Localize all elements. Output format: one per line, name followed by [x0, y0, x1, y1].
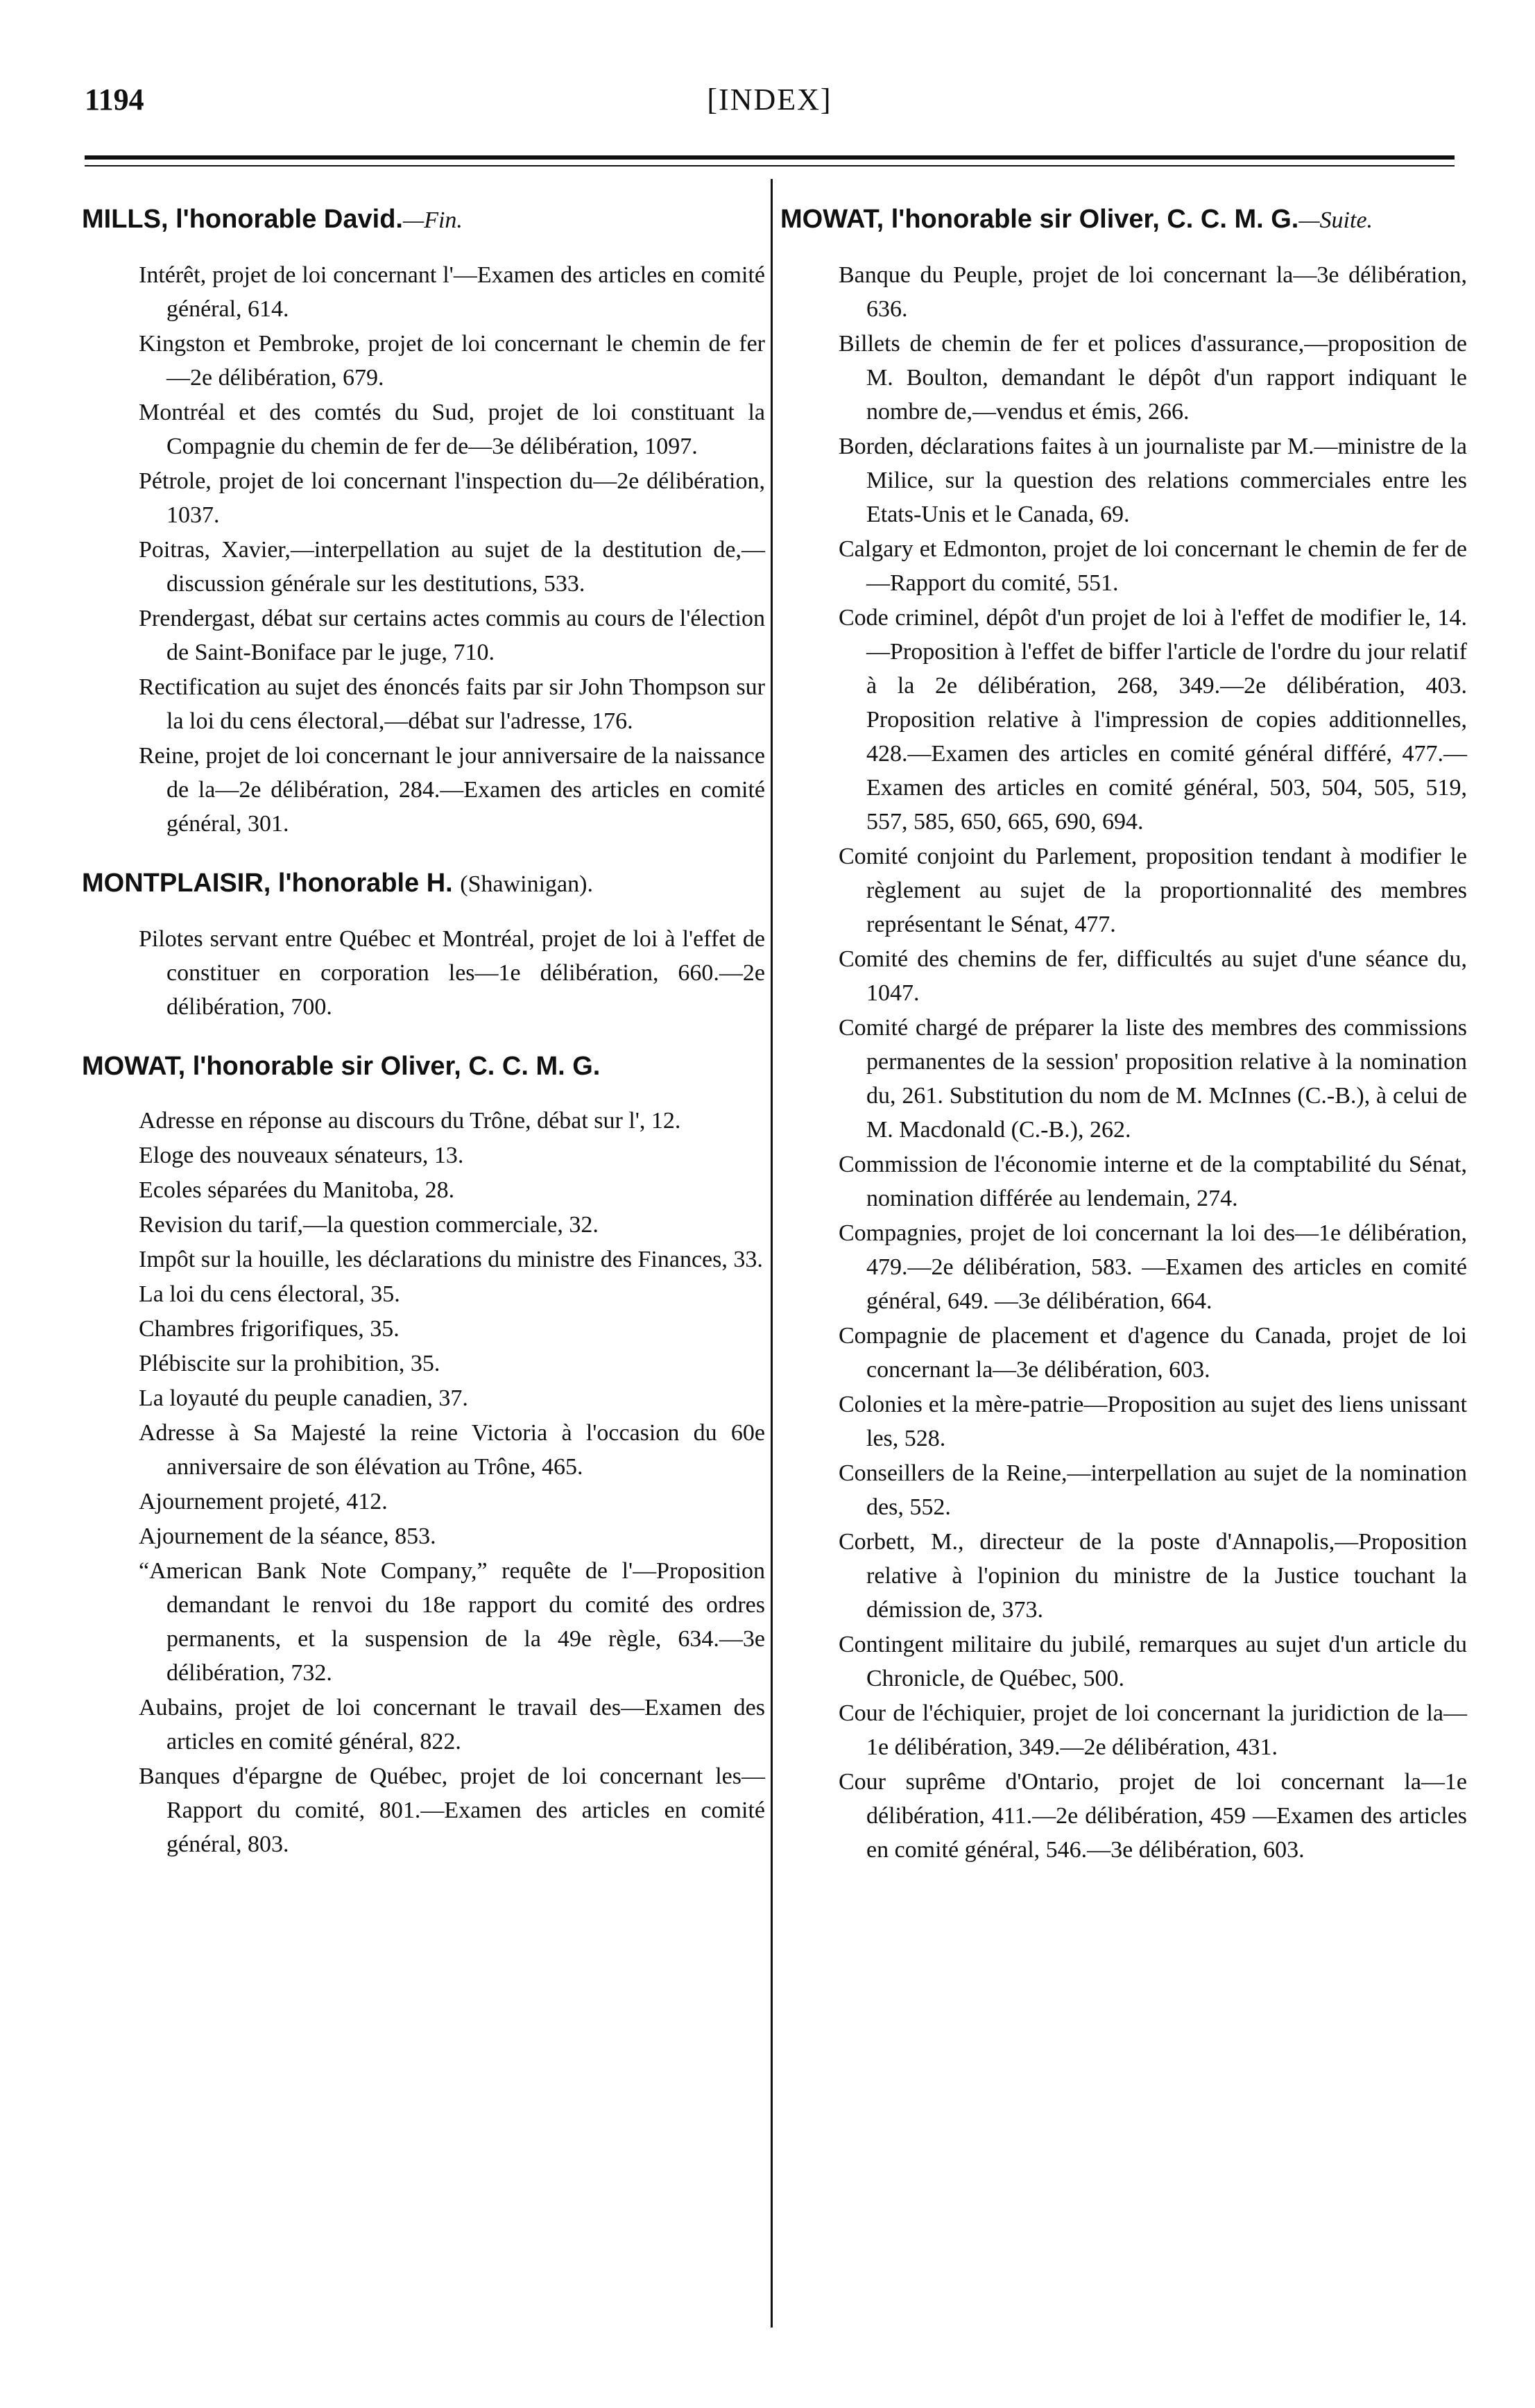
- left-column: [82, 203, 765, 1862]
- index-entry: Plébiscite sur la prohibition, 35.: [139, 1351, 440, 1376]
- index-entry: Cour suprême d'Ontario, projet de loi concernant la—1e délibération, 411.—2e délibération, 459 —Examen des articles en comité général, 546.—3e délibération, 603.: [839, 1769, 1467, 1863]
- right-column: [780, 203, 1467, 1868]
- column-divider: [771, 179, 773, 2328]
- index-entry: Code criminel, dépôt d'un projet de loi à l'effet de modifier le, 14.—Proposition à l'effet de biffer l'article de l'ordre du jour relatif à la 2e délibération, 268, 349.—2e délibération, 403. Proposition relative à l'impression de copies additionnelles, 428.—Examen des articles en comité général différé, 477.—Examen des articles en comité général, 503, 504, 505, 519, 557, 585, 650, 665, 690, 694.: [839, 605, 1467, 835]
- header-rule-thin: [85, 165, 1455, 166]
- index-entry: Prendergast, débat sur certains actes commis au cours de l'élection de Saint-Boniface par le juge, 710.: [139, 606, 765, 665]
- index-entry: Billets de chemin de fer et polices d'assurance,—proposition de M. Boulton, demandant le dépôt d'un rapport indiquant le nombre de,—vendus et émis, 266.: [839, 331, 1467, 425]
- index-entry: Compagnies, projet de loi concernant la loi des—1e délibération, 479.—2e délibération, 583. —Examen des articles en comité général, 649. —3e délibération, 664.: [839, 1220, 1467, 1314]
- index-entry: Ajournement projeté, 412.: [139, 1489, 388, 1514]
- index-entry: Colonies et la mère-patrie—Proposition au sujet des liens unissant les, 528.: [839, 1392, 1467, 1451]
- index-entry: Cour de l'échiquier, projet de loi concernant la juridiction de la—1e délibération, 349.—2e délibération, 431.: [839, 1700, 1467, 1760]
- section-name: MOWAT, l'honorable sir Oliver, C. C. M. G.: [82, 1052, 601, 1081]
- index-entry: Comité conjoint du Parlement, proposition tendant à modifier le règlement au sujet de la proportionnalité des membres représentant le Sénat, 477.: [839, 844, 1467, 937]
- index-entry: Revision du tarif,—la question commerciale, 32.: [139, 1212, 599, 1238]
- section-subtitle: —Suite.: [1298, 207, 1373, 233]
- index-entry: Reine, projet de loi concernant le jour anniversaire de la naissance de la—2e délibération, 284.—Examen des articles en comité général, 301.: [139, 743, 765, 837]
- index-entry: Impôt sur la houille, les déclarations du ministre des Finances, 33.: [139, 1247, 763, 1272]
- index-entry: Kingston et Pembroke, projet de loi concernant le chemin de fer—2e délibération, 679.: [139, 331, 765, 391]
- section-heading: [82, 866, 765, 901]
- page-number: 1194: [85, 83, 144, 117]
- section-name: MOWAT, l'honorable sir Oliver, C. C. M. G.: [780, 205, 1299, 234]
- index-entry: Chambres frigorifiques, 35.: [139, 1316, 400, 1342]
- index-entry: Compagnie de placement et d'agence du Canada, projet de loi concernant la—3e délibération, 603.: [839, 1323, 1467, 1383]
- index-entry: Comité chargé de préparer la liste des membres des commissions permanentes de la session' proposition relative à la nomination du, 261. Substitution du nom de M. McInnes (C.-B.), à celui de M. Macdonald (C.-B.), 262.: [839, 1015, 1467, 1143]
- index-entry: Corbett, M., directeur de la poste d'Annapolis,—Proposition relative à l'opinion du ministre de la Justice touchant la démission de, 373.: [839, 1529, 1467, 1623]
- section-name: MILLS, l'honorable David.: [82, 205, 403, 234]
- section-heading: [82, 1050, 765, 1083]
- index-entry: Calgary et Edmonton, projet de loi concernant le chemin de fer de—Rapport du comité, 551.: [839, 536, 1467, 596]
- section-name: MONTPLAISIR, l'honorable H.: [82, 869, 453, 898]
- index-entry: Adresse en réponse au discours du Trône, débat sur l', 12.: [139, 1108, 681, 1134]
- index-entry: Poitras, Xavier,—interpellation au sujet de la destitution de,—discussion générale sur les destitutions, 533.: [139, 537, 765, 597]
- index-entry: Borden, déclarations faites à un journaliste par M.—ministre de la Milice, sur la question des relations commerciales entre les Etats-Unis et le Canada, 69.: [839, 434, 1467, 527]
- index-entry: Comité des chemins de fer, difficultés au sujet d'une séance du, 1047.: [839, 946, 1467, 1006]
- index-entry: Conseillers de la Reine,—interpellation au sujet de la nomination des, 552.: [839, 1460, 1467, 1520]
- index-entry: La loi du cens électoral, 35.: [139, 1281, 400, 1307]
- index-entry: Aubains, projet de loi concernant le travail des—Examen des articles en comité général, 822.: [139, 1695, 765, 1754]
- index-entry: Pétrole, projet de loi concernant l'inspection du—2e délibération, 1037.: [139, 468, 765, 528]
- header-rule-thick: [85, 155, 1455, 160]
- index-entry: Intérêt, projet de loi concernant l'—Examen des articles en comité général, 614.: [139, 262, 765, 322]
- index-entry: “American Bank Note Company,” requête de l'—Proposition demandant le renvoi du 18e rapport du comité des ordres permanents, et la suspension de la 49e règle, 634.—3e délibération, 732.: [139, 1558, 765, 1686]
- index-entry: Ecoles séparées du Manitoba, 28.: [139, 1177, 455, 1203]
- index-entry: Pilotes servant entre Québec et Montréal, projet de loi à l'effet de constituer en corporation les—1e délibération, 660.—2e délibération, 700.: [139, 926, 765, 1020]
- index-entry: Adresse à Sa Majesté la reine Victoria à l'occasion du 60e anniversaire de son élévation au Trône, 465.: [139, 1420, 765, 1480]
- page-header: [85, 82, 1455, 140]
- section-heading: [780, 203, 1467, 237]
- index-entry: Montréal et des comtés du Sud, projet de loi constituant la Compagnie du chemin de fer de—3e délibération, 1097.: [139, 400, 765, 459]
- index-entry: Rectification au sujet des énoncés faits par sir John Thompson sur la loi du cens électoral,—débat sur l'adresse, 176.: [139, 674, 765, 734]
- index-entry: Contingent militaire du jubilé, remarques au sujet d'un article du Chronicle, de Québec, 500.: [839, 1632, 1467, 1691]
- section-heading: [82, 203, 765, 237]
- index-entry: Banques d'épargne de Québec, projet de loi concernant les—Rapport du comité, 801.—Examen des articles en comité général, 803.: [139, 1764, 765, 1857]
- index-entry: Commission de l'économie interne et de la comptabilité du Sénat, nomination différée au lendemain, 274.: [839, 1152, 1467, 1211]
- index-entry: Banque du Peuple, projet de loi concernant la—3e délibération, 636.: [839, 262, 1467, 322]
- running-head: [INDEX]: [707, 83, 832, 117]
- section-note: (Shawinigan).: [460, 871, 593, 897]
- section-subtitle: —Fin.: [402, 207, 463, 233]
- index-entry: Ajournement de la séance, 853.: [139, 1523, 436, 1549]
- index-entry: La loyauté du peuple canadien, 37.: [139, 1385, 468, 1411]
- index-entry: Eloge des nouveaux sénateurs, 13.: [139, 1143, 464, 1168]
